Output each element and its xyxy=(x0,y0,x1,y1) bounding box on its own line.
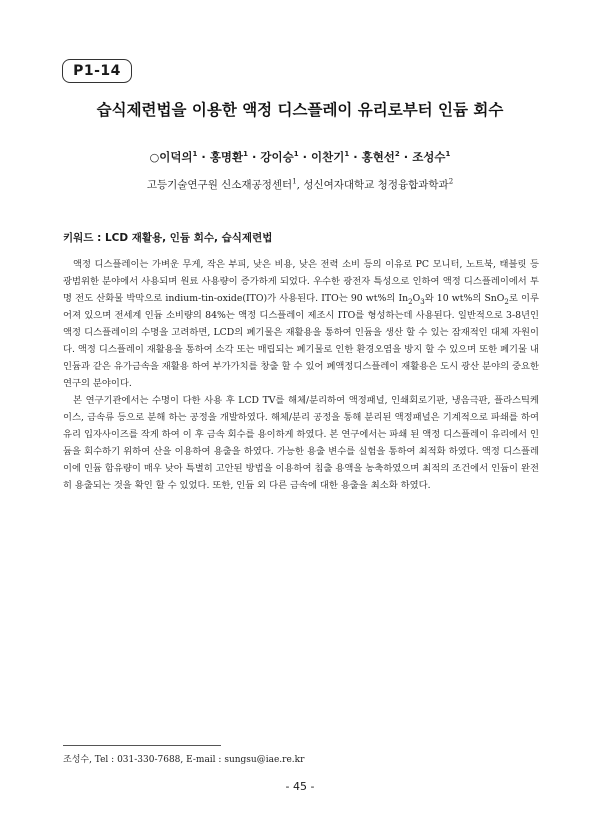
author-separator: · xyxy=(248,150,261,164)
presenter-mark: ○ xyxy=(149,151,160,164)
affiliation-second: 성신여자대학교 청정융합과학과 xyxy=(303,179,449,191)
author-separator: · xyxy=(399,150,413,164)
author-affil-mark: 1 xyxy=(192,150,198,159)
author-affil-mark: 1 xyxy=(344,150,350,159)
abstract-text: O xyxy=(412,293,421,304)
subscript: 2 xyxy=(408,297,413,306)
author-affil-mark: 1 xyxy=(243,150,249,159)
author-separator: · xyxy=(298,150,311,164)
affiliation-separator: , xyxy=(296,179,304,191)
session-code-badge: P1-14 xyxy=(62,59,132,83)
affiliation-first: 고등기술연구원 신소재공정센터 xyxy=(146,179,293,191)
author-separator: · xyxy=(197,150,210,164)
footnote-divider xyxy=(63,745,221,746)
author-name: 이덕의 xyxy=(159,150,193,164)
abstract-paragraph: 본 연구기관에서는 수명이 다한 사용 후 LCD TV를 해체/분리하여 액정패널, 인쇄회로기판, 냉음극판, 플라스틱케이스, 금속류 등으로 분해 하는 공정을 개발하였다. 해체/분리 공정을 통해 분리된 액정패널은 기계적으로 파쇄를 하여 유리 입자사이즈를 작게 하여 이 후 금속 회수를 용이하게 하였다. 본 연구에서는 파쇄 된 액정 디스플레이 유리에서 인듐을 회수하기 위하여 산을 이용하여 용출을 하였다. 가능한 용출 변수를 실험을 통하여 최적화 하였다. 액정 디스플레이에 인듐 함유량이 매우 낮아 특별히 고안된 방법을 이용하여 침출 용액을 농축하였으며 최적의 조건에서 인듐이 완전히 용출되는 것을 확인 할 수 있었다. 또한, 인듐 외 다른 금속에 대한 용출을 최소화 하였다. xyxy=(63,395,539,491)
keywords: 키워드 : LCD 재활용, 인듐 회수, 습식제련법 xyxy=(63,232,273,244)
author-affil-mark: 2 xyxy=(394,150,400,159)
author-separator: · xyxy=(349,150,362,164)
author-name: 홍현선 xyxy=(361,150,395,164)
abstract-paragraph xyxy=(63,256,539,392)
author-list xyxy=(0,149,600,165)
abstract-text: 와 10 wt%의 SnO xyxy=(424,293,505,304)
subscript: 2 xyxy=(504,297,509,306)
page-number: - 45 - xyxy=(285,780,315,793)
abstract-text: 로 이루어져 있으며 전세계 인듐 소비량의 84%는 액정 디스플레이 제조시 ITO를 형성하는데 사용된다. 일반적으로 3-8년인 액정 디스플레이의 수명을 고려하면, LCD의 폐기물은 재활용을 통하여 인듐을 생산 할 수 있는 잠재적인 대체 자원이다. 액정 디스플레이 재활용을 통하여 소각 또는 매립되는 폐기물로 인한 환경오염을 방지 할 수 있으며 또한 폐기물 내 인듐과 같은 유가금속을 재활용 하여 부가가치를 창출 할 수 있어 폐액정디스플레이 재활용은 도시 광산 분야의 중요한 연구의 분야이다. xyxy=(63,293,539,389)
footnote-contact: 조성수, Tel : 031-330-7688, E-mail : sungsu@iae.re.kr xyxy=(63,755,305,765)
subscript: 3 xyxy=(420,297,425,306)
affiliations xyxy=(0,177,600,192)
author-affil-mark: 1 xyxy=(445,150,451,159)
author-name: 강이승 xyxy=(260,150,294,164)
paper-title: 습식제련법을 이용한 액정 디스플레이 유리로부터 인듐 회수 xyxy=(96,101,504,119)
abstract-text: 액정 디스플레이는 가벼운 무게, 작은 부피, 낮은 비용, 낮은 전력 소비 등의 이유로 PC 모니터, 노트북, 태블릿 등 광범위한 분야에서 사용되며 원료 사용량이 증가하게 되었다. 우수한 광전자 특성으로 인하여 액정 디스플레이에서 투명 전도 산화물 박막으로 indium-tin-oxide(ITO)가 사용된다. ITO는 90 wt%의 In xyxy=(63,259,539,304)
author-name: 이찬기 xyxy=(311,150,345,164)
abstract-body xyxy=(63,256,539,494)
author-name: 홍명환 xyxy=(209,150,244,164)
author-affil-mark: 1 xyxy=(293,150,299,159)
affiliation-mark: 2 xyxy=(448,177,454,186)
affiliation-mark: 1 xyxy=(292,177,297,186)
author-name: 조성수 xyxy=(412,150,446,164)
